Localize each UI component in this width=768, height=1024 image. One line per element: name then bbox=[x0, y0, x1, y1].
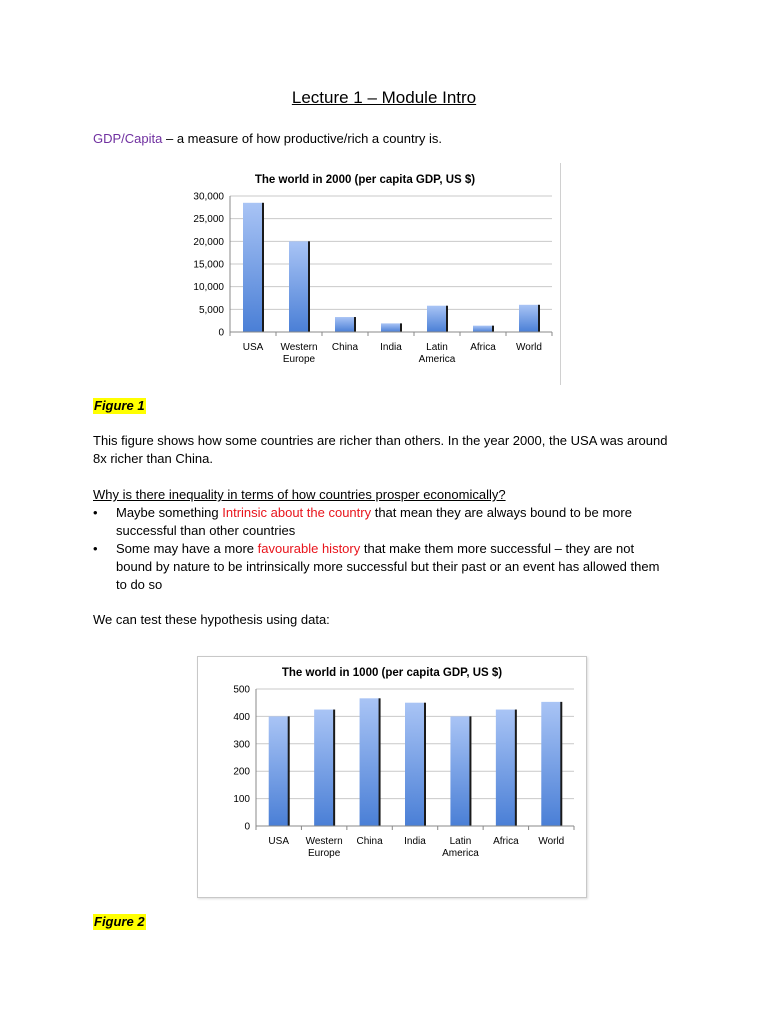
x-tick-label: Europe bbox=[282, 354, 316, 365]
bullet-text-before: Some may have a more bbox=[116, 541, 258, 556]
bullet-highlight: favourable history bbox=[257, 541, 361, 556]
bar-shadow bbox=[560, 702, 562, 826]
chart-title: The world in 2000 (per capita GDP, US $) bbox=[254, 174, 476, 186]
bar-shadow bbox=[492, 326, 494, 332]
bar-shadow bbox=[469, 716, 471, 826]
figure-2-label: Figure 2 bbox=[94, 914, 145, 929]
bullet-text bbox=[116, 504, 661, 540]
intro-text: – a measure of how productive/rich a country is. bbox=[162, 131, 443, 146]
x-tick-label: China bbox=[356, 836, 383, 847]
x-tick-label: China bbox=[331, 342, 359, 353]
bar-shadow bbox=[333, 710, 335, 826]
x-tick-label: USA bbox=[268, 836, 289, 847]
chart-figure-1 bbox=[172, 163, 561, 385]
bar-shadow bbox=[400, 323, 402, 332]
bullet-text bbox=[116, 540, 661, 594]
x-tick-label: Western bbox=[305, 836, 343, 847]
bullet-text-after: that mean they are always bound to be more successful than other countries bbox=[116, 505, 632, 538]
bar bbox=[450, 716, 470, 826]
bar-shadow bbox=[354, 317, 356, 332]
x-tick-label: Latin bbox=[426, 342, 448, 353]
question-heading: Why is there inequality in terms of how countries prosper economically? bbox=[93, 487, 506, 502]
bar bbox=[289, 241, 309, 332]
bar bbox=[541, 702, 561, 826]
chart-2-svg bbox=[198, 657, 586, 897]
y-tick-label: 25,000 bbox=[193, 214, 224, 226]
gdp-term: GDP/Capita bbox=[93, 131, 163, 146]
x-tick-label: Europe bbox=[308, 848, 341, 859]
bar bbox=[269, 716, 289, 826]
bar bbox=[335, 317, 355, 332]
y-tick-label: 400 bbox=[233, 711, 250, 723]
bullet-text-before: Maybe something bbox=[116, 505, 223, 520]
y-tick-label: 0 bbox=[244, 821, 250, 833]
paragraph-2: We can test these hypothesis using data: bbox=[93, 612, 330, 627]
bar-shadow bbox=[515, 710, 517, 826]
bar-shadow bbox=[288, 716, 290, 826]
bar-shadow bbox=[446, 306, 448, 332]
y-tick-label: 500 bbox=[233, 684, 250, 696]
bar-shadow bbox=[538, 305, 540, 332]
bullet-marker: • bbox=[93, 505, 98, 520]
bar-shadow bbox=[424, 703, 426, 826]
bar-shadow bbox=[379, 698, 381, 826]
page-title: Lecture 1 – Module Intro bbox=[291, 88, 477, 107]
bar bbox=[405, 703, 425, 826]
bar bbox=[360, 698, 380, 826]
y-tick-label: 300 bbox=[233, 739, 250, 751]
x-tick-label: USA bbox=[242, 342, 264, 353]
bar bbox=[496, 710, 516, 826]
bar bbox=[427, 306, 447, 332]
y-tick-label: 100 bbox=[233, 794, 250, 806]
y-tick-label: 0 bbox=[218, 327, 224, 339]
intro-line bbox=[93, 130, 693, 148]
bar bbox=[381, 323, 401, 332]
x-tick-label: Africa bbox=[470, 342, 496, 353]
y-tick-label: 15,000 bbox=[193, 259, 224, 271]
x-tick-label: India bbox=[404, 836, 426, 847]
bar-shadow bbox=[262, 203, 264, 332]
bullet-highlight: Intrinsic about the country bbox=[222, 505, 372, 520]
paragraph-1: This figure shows how some countries are richer than others. In the year 2000, the USA was around 8x richer than China. bbox=[93, 433, 668, 466]
chart-figure-2 bbox=[197, 656, 587, 898]
bar bbox=[314, 710, 334, 826]
bar bbox=[519, 305, 539, 332]
bar bbox=[473, 326, 493, 332]
chart-1-svg bbox=[172, 163, 560, 385]
figure-1-label: Figure 1 bbox=[94, 398, 145, 413]
x-tick-label: Latin bbox=[449, 836, 472, 847]
y-tick-label: 5,000 bbox=[198, 304, 224, 316]
x-tick-label: India bbox=[380, 342, 402, 353]
bar bbox=[243, 203, 263, 332]
x-tick-label: America bbox=[418, 354, 456, 365]
chart-title: The world in 1000 (per capita GDP, US $) bbox=[281, 667, 503, 679]
y-tick-label: 20,000 bbox=[193, 236, 224, 248]
bullet-text-after: that make them more successful – they are not bound by nature to be intrinsically more successful but their past or an event has allowed them to do so bbox=[116, 541, 660, 592]
y-tick-label: 10,000 bbox=[193, 282, 224, 294]
x-tick-label: World bbox=[538, 836, 565, 847]
bullet-marker: • bbox=[93, 541, 98, 556]
x-tick-label: World bbox=[516, 342, 542, 353]
x-tick-label: Africa bbox=[493, 836, 519, 847]
y-tick-label: 200 bbox=[233, 766, 250, 778]
x-tick-label: America bbox=[442, 848, 479, 859]
bar-shadow bbox=[308, 241, 310, 332]
x-tick-label: Western bbox=[280, 342, 318, 353]
y-tick-label: 30,000 bbox=[193, 191, 224, 203]
